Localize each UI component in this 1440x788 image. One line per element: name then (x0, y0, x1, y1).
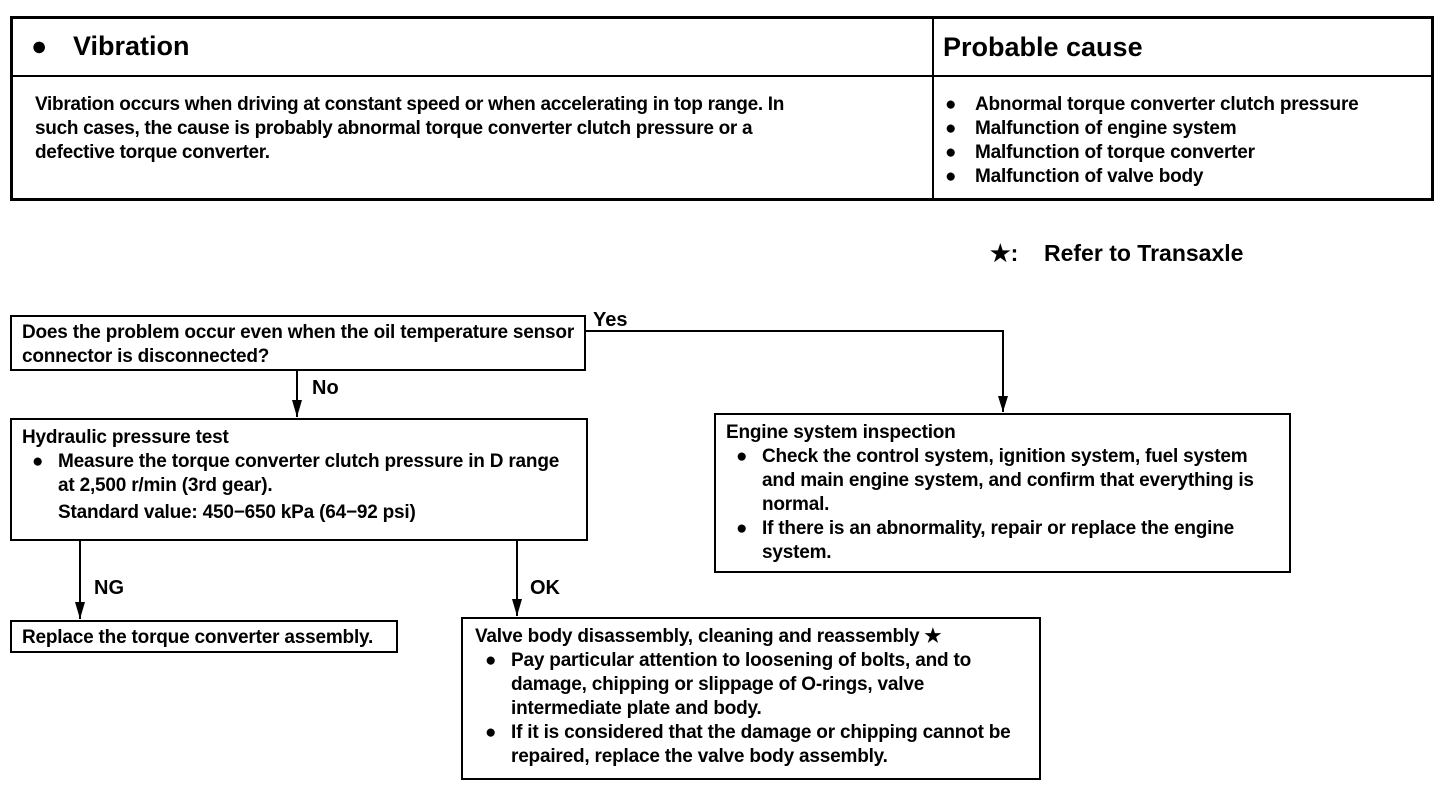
probable-cause-heading: Probable cause (943, 32, 1143, 62)
no-arrowhead (292, 400, 302, 417)
list-item: ● If it is considered that the damage or chipping cannot be repaired, replace the valve body assembly. (485, 722, 1011, 767)
engine-inspection-box (714, 413, 1291, 573)
ng-label: NG (94, 577, 124, 599)
heading-bullet: ● (31, 31, 48, 61)
symptom-title: Vibration (73, 31, 190, 61)
standard-value: Standard value: 450−650 kPa (64−92 psi) (58, 502, 416, 523)
symptom-description: Vibration occurs when driving at constant speed or when accelerating in top range. In such cases, the cause is probably abnormal torque converter clutch pressure or a defective torque converter. (35, 94, 785, 163)
yes-arrowhead (998, 396, 1008, 412)
ng-arrowhead (75, 602, 85, 619)
list-item: ● Malfunction of valve body (945, 166, 1204, 187)
list-item: ● Abnormal torque converter clutch pressure (945, 94, 1359, 115)
no-label: No (312, 377, 339, 399)
list-item: ● If there is an abnormality, repair or replace the engine system. (736, 518, 1235, 563)
hydraulic-test-title: Hydraulic pressure test (22, 427, 229, 448)
list-item: ● Malfunction of engine system (945, 118, 1237, 139)
valve-body-title: Valve body disassembly, cleaning and reassembly ★ (475, 626, 942, 647)
list-item: ● Check the control system, ignition system, fuel system and main engine system, and confirm that everything is normal. (736, 446, 1254, 515)
engine-inspection-title: Engine system inspection (726, 422, 956, 443)
question-box (10, 315, 586, 371)
valve-body-box (461, 617, 1041, 780)
replace-converter-text: Replace the torque converter assembly. (22, 627, 374, 648)
list-item: ● Malfunction of torque converter (945, 142, 1255, 163)
list-item: ● Measure the torque converter clutch pressure in D range at 2,500 r/min (3rd gear). (32, 451, 560, 496)
ok-label: OK (530, 577, 560, 599)
star-icon: ★: (990, 240, 1019, 266)
question-text: Does the problem occur even when the oil temperature sensor connector is disconnected? (22, 322, 575, 367)
hydraulic-test-box (10, 418, 588, 541)
replace-converter-box (10, 620, 398, 653)
yes-connector (586, 331, 1003, 412)
reference-note-text: Refer to Transaxle (1044, 240, 1244, 266)
list-item: ● Pay particular attention to loosening of bolts, and to damage, chipping or slippage of O-rings, valve intermediate plate and body. (485, 650, 971, 719)
yes-label: Yes (593, 309, 628, 331)
ok-arrowhead (512, 599, 522, 616)
